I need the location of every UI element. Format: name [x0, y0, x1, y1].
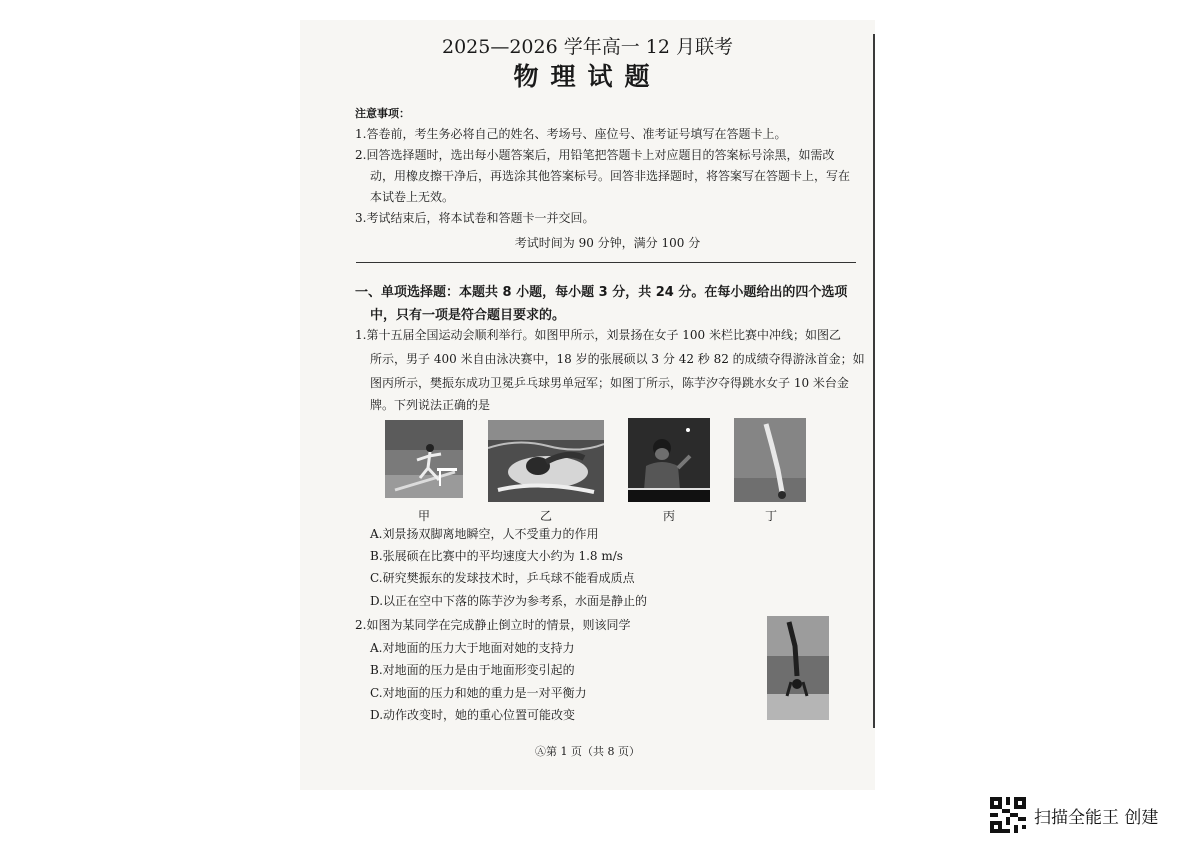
handstand-photo: [767, 616, 829, 720]
caption-yi: 乙: [539, 509, 552, 523]
notes-heading: 注意事项：: [355, 107, 410, 120]
swimming-photo: [488, 420, 604, 502]
note-line: 3.考试结束后，将本试卷和答题卡一并交回。: [355, 211, 595, 225]
header-divider: [356, 262, 856, 263]
q1-option-d: D.以正在空中下落的陈芋汐为参考系，水面是静止的: [370, 594, 648, 608]
note-line: 本试卷上无效。: [370, 190, 455, 204]
qr-code-icon: [990, 797, 1026, 833]
q1-stem-line: 所示，男子 400 米自由泳决赛中，18 岁的张展硕以 3 分 42 秒 82 的成绩夺得游泳首金；如: [370, 352, 865, 366]
page-edge-line: [873, 34, 875, 728]
subject-title: 物理试题: [513, 62, 662, 91]
caption-jia: 甲: [417, 509, 430, 523]
q1-option-b: B.张展硕在比赛中的平均速度大小约为 1.8 m/s: [370, 549, 623, 563]
diving-photo: [734, 418, 806, 502]
q1-stem-line: 牌。下列说法正确的是: [370, 398, 491, 412]
hurdle-photo: [385, 420, 463, 498]
q1-option-c: C.研究樊振东的发球技术时，乒乓球不能看成质点: [370, 571, 635, 585]
page-footer: Ⓐ第 1 页（共 8 页）: [535, 745, 640, 758]
exam-title: 2025—2026 学年高一 12 月联考: [441, 36, 733, 58]
q2-stem: 2.如图为某同学在完成静止倒立时的情景，则该同学: [355, 618, 631, 632]
q2-option-a: A.对地面的压力大于地面对她的支持力: [370, 641, 575, 655]
caption-ding: 丁: [764, 509, 777, 523]
q2-option-c: C.对地面的压力和她的重力是一对平衡力: [370, 686, 587, 700]
q2-option-b: B.对地面的压力是由于地面形变引起的: [370, 663, 575, 677]
exam-time-note: 考试时间为 90 分钟，满分 100 分: [514, 236, 701, 250]
section-heading: 一、单项选择题：本题共 8 小题，每小题 3 分，共 24 分。在每小题给出的四个选项: [355, 285, 848, 300]
section-heading-cont: 中，只有一项是符合题目要求的。: [370, 308, 566, 323]
table-tennis-photo: [628, 418, 710, 502]
q1-stem-line: 图丙所示，樊振东成功卫冕乒乓球男单冠军；如图丁所示，陈芋汐夺得跳水女子 10 米台金: [370, 376, 849, 390]
q1-option-a: A.刘景扬双脚离地瞬空，人不受重力的作用: [370, 527, 599, 541]
q1-stem-line: 1.第十五届全国运动会顺利举行。如图甲所示，刘景扬在女子 100 米栏比赛中冲线；如图乙: [355, 328, 841, 342]
caption-bing: 丙: [662, 509, 675, 523]
scanner-watermark: 扫描全能王 创建: [1034, 808, 1159, 828]
note-line: 1.答卷前，考生务必将自己的姓名、考场号、座位号、准考证号填写在答题卡上。: [355, 127, 787, 141]
note-line: 2.回答选择题时，选出每小题答案后，用铅笔把答题卡上对应题目的答案标号涂黑，如需改: [355, 148, 835, 162]
q2-option-d: D.动作改变时，她的重心位置可能改变: [370, 708, 576, 722]
note-line: 动，用橡皮擦干净后，再选涂其他答案标号。回答非选择题时，将答案写在答题卡上，写在: [370, 169, 851, 183]
